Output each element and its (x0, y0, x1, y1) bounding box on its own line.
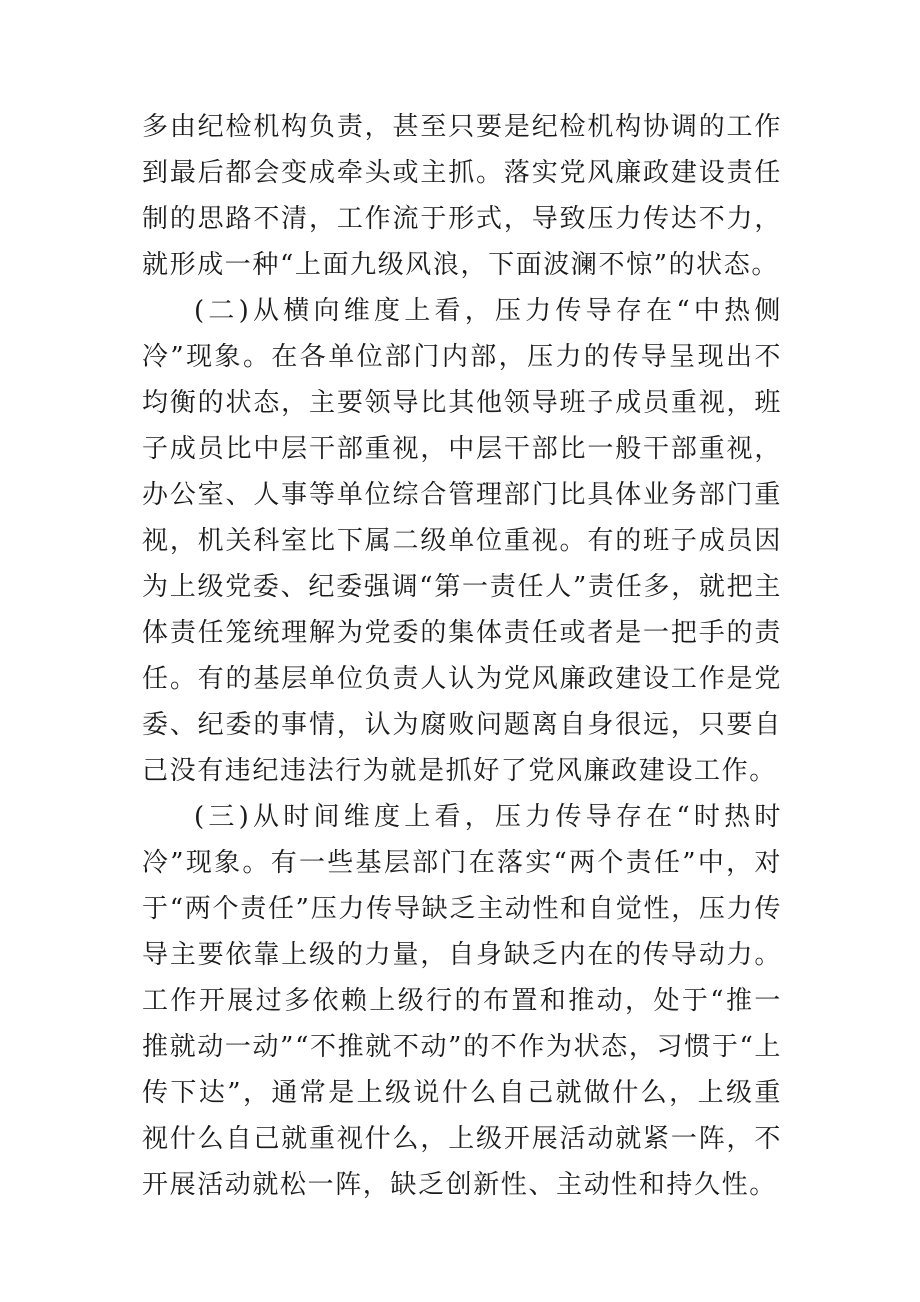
document-body (142, 104, 782, 1208)
paragraph-horizontal-dimension: (二)从横向维度上看，压力传导存在“中热侧冷”现象。在各单位部门内部，压力的传导呈现出不均衡的状态，主要领导比其他领导班子成员重视，班子成员比中层干部重视，中层干部比一般干部重视，办公室、人事等单位综合管理部门比具体业务部门重视，机关科室比下属二级单位重视。有的班子成员因为上级党委、纪委强调“第一责任人”责任多，就把主体责任笼统理解为党委的集体责任或者是一把手的责任。有的基层单位负责人认为党风廉政建设工作是党委、纪委的事情，认为腐败问题离自身很远，只要自己没有违纪违法行为就是抓好了党风廉政建设工作。 (142, 296, 782, 786)
paragraph-continuation: 多由纪检机构负责，甚至只要是纪检机构协调的工作到最后都会变成牵头或主抓。落实党风廉政建设责任制的思路不清，工作流于形式，导致压力传达不力，就形成一种“上面九级风浪，下面波澜不惊”的状态。 (142, 112, 782, 280)
paragraph-time-dimension: (三)从时间维度上看，压力传导存在“时热时冷”现象。有一些基层部门在落实“两个责任”中，对于“两个责任”压力传导缺乏主动性和自觉性，压力传导主要依靠上级的力量，自身缺乏内在的传导动力。工作开展过多依赖上级行的布置和推动，处于“推一推就动一动”“不推就不动”的不作为状态，习惯于“上传下达”，通常是上级说什么自己就做什么，上级重视什么自己就重视什么，上级开展活动就紧一阵，不开展活动就松一阵，缺乏创新性、主动性和持久性。 (142, 802, 782, 1200)
